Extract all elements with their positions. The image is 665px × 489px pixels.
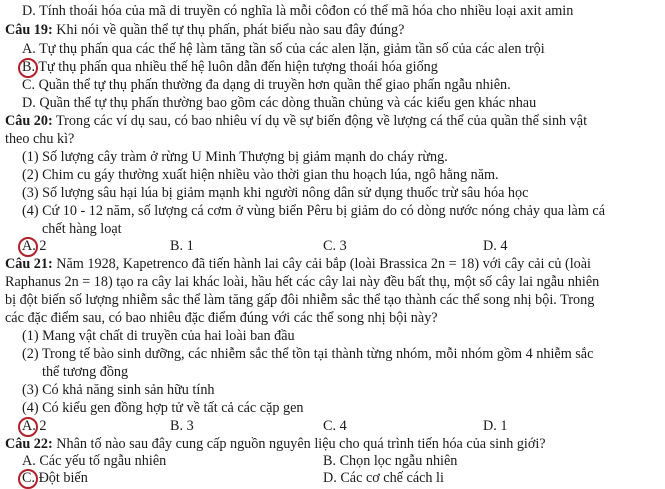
option-letter: A. bbox=[22, 41, 36, 57]
option-text: 4 bbox=[339, 418, 347, 434]
question-label: Câu 19: bbox=[5, 22, 53, 38]
option-text: 3 bbox=[186, 418, 194, 434]
option-letter: B. bbox=[170, 418, 184, 434]
option-text: Đột biến bbox=[38, 470, 88, 486]
q22-option-b bbox=[323, 453, 457, 470]
question-text: Trong các ví dụ sau, có bao nhiêu ví dụ về sự biến động về lượng cá thể của quần thể sinh vật bbox=[56, 113, 588, 129]
option-text: Quần thể tự thụ phấn thường bao gồm các dòng thuần chủng và các kiểu gen khác nhau bbox=[39, 95, 537, 111]
q19-option-d bbox=[22, 95, 536, 112]
q21-option-a bbox=[22, 418, 46, 435]
q21-statement-3: (3) Có khả năng sinh sản hữu tính bbox=[22, 382, 215, 398]
q19-option-b bbox=[22, 59, 438, 76]
selected-answer-circle: C. bbox=[22, 470, 36, 486]
q21-option-c bbox=[323, 418, 347, 435]
option-letter: B. bbox=[170, 238, 184, 254]
option-text: Các yếu tố ngẫu nhiên bbox=[39, 453, 167, 469]
question-text: Năm 1928, Kapetrenco đã tiến hành lai cây cải bắp (loài Brassica 2n = 18) với cây cải củ (loài bbox=[56, 256, 591, 272]
q20-statement-3: (3) Số lượng sâu hại lúa bị giảm mạnh khi người nông dân sử dụng thuốc trừ sâu hóa học bbox=[22, 185, 529, 201]
selected-answer-circle: B. bbox=[22, 59, 36, 75]
q20-option-b bbox=[170, 238, 194, 255]
q21-statement-2-cont: thể tương đồng bbox=[42, 364, 129, 380]
q20-question-cont: theo chu kì? bbox=[5, 131, 75, 147]
q21-option-d bbox=[483, 418, 507, 435]
q19-option-c bbox=[22, 77, 511, 94]
option-text: 4 bbox=[500, 238, 508, 254]
option-letter: D. bbox=[483, 418, 497, 434]
q19-question bbox=[5, 22, 404, 39]
option-letter: C. bbox=[323, 418, 337, 434]
option-text: Tự thụ phấn qua nhiều thế hệ luôn dẫn đến hiện tượng thoái hóa giống bbox=[38, 59, 438, 75]
q20-statement-2: (2) Chim cu gáy thường xuất hiện nhiều vào thời gian thu hoạch lúa, ngô hằng năm. bbox=[22, 167, 499, 183]
q20-option-a bbox=[22, 238, 46, 255]
option-text: 2 bbox=[39, 238, 47, 254]
q20-option-d bbox=[483, 238, 507, 255]
q21-statement-1: (1) Mang vật chất di truyền của hai loài ban đầu bbox=[22, 328, 295, 344]
option-letter: A. bbox=[22, 453, 36, 469]
q21-statement-2: (2) Trong tế bào sinh dưỡng, các nhiễm sắc thể tồn tại thành từng nhóm, mỗi nhóm gồm 4 nhiễm sắc bbox=[22, 346, 594, 362]
option-letter: D. bbox=[22, 3, 36, 19]
q19-option-a bbox=[22, 41, 545, 58]
q20-statement-4: (4) Cứ 10 - 12 năm, số lượng cá cơm ở vùng biển Pêru bị giảm do có dòng nước nóng chảy qua làm cá bbox=[22, 203, 606, 219]
option-text: 2 bbox=[39, 418, 47, 434]
selected-answer-circle: A. bbox=[22, 238, 36, 254]
q21-option-b bbox=[170, 418, 194, 435]
q22-question bbox=[5, 436, 546, 453]
q22-option-c bbox=[22, 470, 88, 487]
option-letter: B. bbox=[323, 453, 337, 469]
question-text: Nhân tố nào sau đây cung cấp nguồn nguyên liệu cho quá trình tiến hóa của sinh giới? bbox=[56, 436, 546, 452]
option-text: Các cơ chế cách li bbox=[340, 470, 444, 486]
q22-option-d bbox=[323, 470, 444, 487]
option-text: Quần thể tự thụ phấn thường đa dạng di truyền hơn quần thể giao phấn ngẫu nhiên. bbox=[38, 77, 511, 93]
option-letter: D. bbox=[22, 95, 36, 111]
q22-option-a bbox=[22, 453, 166, 470]
q21-question-l3: bị đột biến số lượng nhiễm sắc thể làm tăng gấp đôi nhiễm sắc thể tạo thành các thể song nhị bội. Trong bbox=[5, 292, 595, 308]
q18-option-d bbox=[22, 3, 573, 20]
selected-answer-circle: A. bbox=[22, 418, 36, 434]
option-letter: C. bbox=[22, 77, 36, 93]
option-letter: C. bbox=[323, 238, 337, 254]
question-label: Câu 22: bbox=[5, 436, 53, 452]
option-text: 1 bbox=[500, 418, 508, 434]
q20-option-c bbox=[323, 238, 347, 255]
question-text: Khi nói về quần thể tự thụ phấn, phát biểu nào sau đây đúng? bbox=[56, 22, 405, 38]
q20-question bbox=[5, 113, 587, 130]
q21-question-l2: Raphanus 2n = 18) tạo ra cây lai khác loài, hầu hết các cây lai này đều bất thụ, một số cây lai ngẫu nhiên bbox=[5, 274, 600, 290]
option-text: 1 bbox=[186, 238, 194, 254]
question-label: Câu 21: bbox=[5, 256, 53, 272]
option-text: Tính thoái hóa của mã di truyền có nghĩa là mỗi côđon có thể mã hóa cho nhiều loại axit amin bbox=[39, 3, 574, 19]
q20-statement-4-cont: chết hàng loạt bbox=[42, 221, 122, 237]
option-text: 3 bbox=[339, 238, 347, 254]
q21-question-l4: các đặc điểm sau, có bao nhiêu đặc điểm đúng với các thể song nhị bội này? bbox=[5, 310, 438, 326]
option-text: Tự thụ phấn qua các thế hệ làm tăng tần số của các alen lặn, giảm tần số của các alen trội bbox=[39, 41, 545, 57]
q21-question bbox=[5, 256, 591, 273]
option-letter: D. bbox=[483, 238, 497, 254]
q20-statement-1: (1) Số lượng cây tràm ở rừng U Minh Thượng bị giảm mạnh do cháy rừng. bbox=[22, 149, 448, 165]
question-label: Câu 20: bbox=[5, 113, 53, 129]
q21-statement-4: (4) Có kiểu gen đồng hợp tử về tất cả các cặp gen bbox=[22, 400, 304, 416]
option-letter: D. bbox=[323, 470, 337, 486]
option-text: Chọn lọc ngẫu nhiên bbox=[339, 453, 458, 469]
